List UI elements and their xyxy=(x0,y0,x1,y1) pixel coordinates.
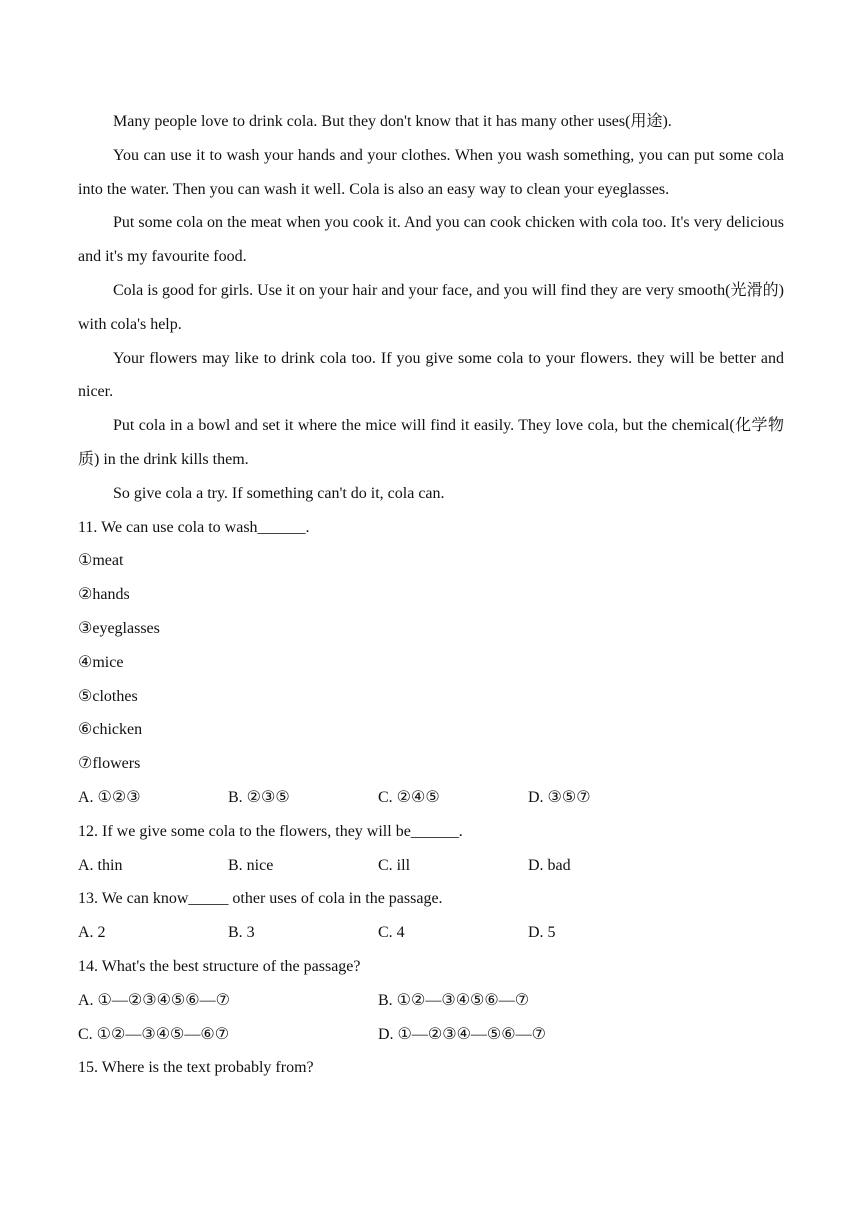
q12-option-a[interactable]: A. thin xyxy=(78,856,123,874)
q11-item: ⑥chicken xyxy=(78,721,143,739)
question-15: 15. Where is the text probably from? xyxy=(78,1059,314,1077)
q11-item: ③eyeglasses xyxy=(78,619,160,637)
q11-item: ⑤clothes xyxy=(78,687,138,705)
question-14: 14. What's the best structure of the passage? xyxy=(78,957,361,975)
passage-paragraph-1: Many people love to drink cola. But they don't know that it has many other uses(用途). xyxy=(113,113,672,130)
q13-option-b[interactable]: B. 3 xyxy=(228,924,255,942)
q11-options xyxy=(78,781,784,815)
q11-option-c[interactable]: C. ②④⑤ xyxy=(378,788,440,806)
q12-option-d[interactable]: D. bad xyxy=(528,856,571,874)
passage-paragraph-5: Your flowers may like to drink cola too. If you give some cola to your flowers. they will be better and nicer. xyxy=(78,349,784,401)
passage-paragraph-3: Put some cola on the meat when you cook it. And you can cook chicken with cola too. It's very delicious and it's my favourite food. xyxy=(78,214,784,266)
q14-option-d[interactable]: D. ①—②③④—⑤⑥—⑦ xyxy=(378,1025,546,1043)
q14-option-b[interactable]: B. ①②—③④⑤⑥—⑦ xyxy=(378,991,530,1009)
question-12: 12. If we give some cola to the flowers, they will be______. xyxy=(78,822,463,840)
q14-options-row-2 xyxy=(78,1018,784,1052)
q11-item: ⑦flowers xyxy=(78,755,141,773)
q12-option-c[interactable]: C. ill xyxy=(378,856,411,874)
q13-option-c[interactable]: C. 4 xyxy=(378,924,405,942)
q11-option-d[interactable]: D. ③⑤⑦ xyxy=(528,788,591,806)
q11-option-b[interactable]: B. ②③⑤ xyxy=(228,788,290,806)
passage-paragraph-6: Put cola in a bowl and set it where the mice will find it easily. They love cola, but the chemical(化学物质) in the drink kills them. xyxy=(78,417,784,468)
question-11: 11. We can use cola to wash______. xyxy=(78,518,310,536)
q13-option-d[interactable]: D. 5 xyxy=(528,924,556,942)
q14-options-row-1 xyxy=(78,984,784,1018)
q14-option-c[interactable]: C. ①②—③④⑤—⑥⑦ xyxy=(78,1025,230,1043)
q13-option-a[interactable]: A. 2 xyxy=(78,924,106,942)
q12-options xyxy=(78,849,784,883)
q14-option-a[interactable]: A. ①—②③④⑤⑥—⑦ xyxy=(78,991,230,1009)
q11-option-a[interactable]: A. ①②③ xyxy=(78,788,141,806)
passage-paragraph-2: You can use it to wash your hands and your clothes. When you wash something, you can put some cola into the water. Then you can wash it well. Cola is also an easy way to clean your eyeglasses. xyxy=(78,146,784,198)
q11-item: ②hands xyxy=(78,586,130,604)
q13-options xyxy=(78,916,784,950)
q12-option-b[interactable]: B. nice xyxy=(228,856,274,874)
q11-item: ④mice xyxy=(78,653,124,671)
q11-item: ①meat xyxy=(78,552,124,570)
worksheet-page xyxy=(78,105,784,1085)
passage-paragraph-7: So give cola a try. If something can't do it, cola can. xyxy=(113,484,445,502)
passage-paragraph-4: Cola is good for girls. Use it on your hair and your face, and you will find they are very smooth(光滑的) with cola's help. xyxy=(78,281,784,333)
question-13: 13. We can know_____ other uses of cola in the passage. xyxy=(78,890,443,908)
